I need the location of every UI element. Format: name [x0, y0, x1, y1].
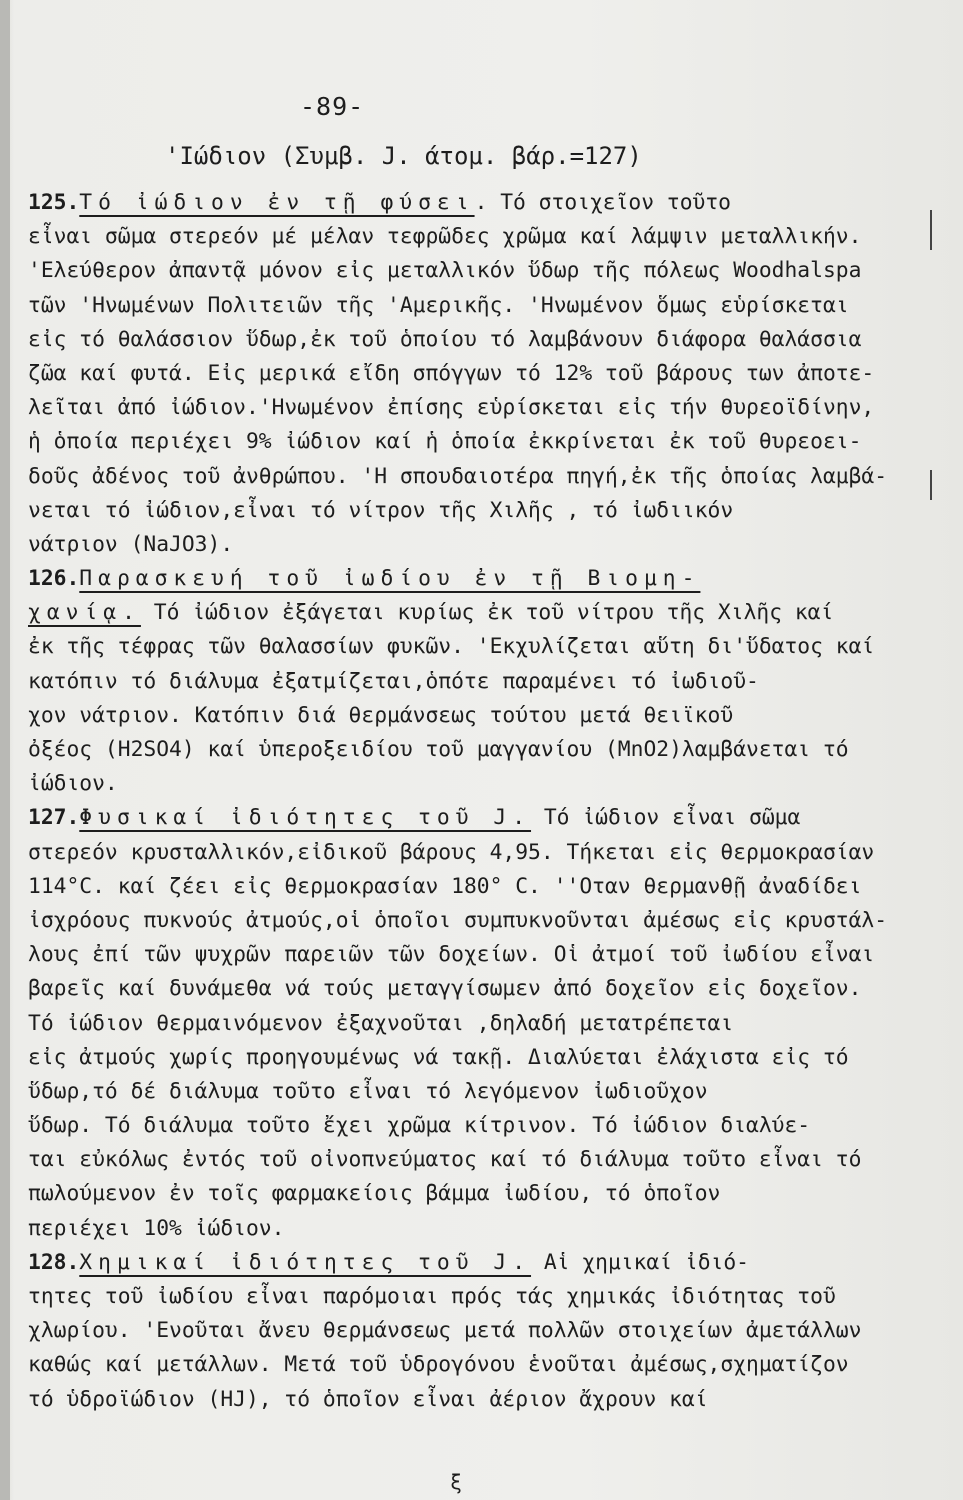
text-line: ὀξέος (H2SO4) καί ὑπεροξειδίου τοῦ μαγγανίου (MnO2)λαμβάνεται τό [28, 737, 849, 762]
text-line: χλωρίου. 'Ενοῦται ἄνευ θερμάνσεως μετά πολλῶν στοιχείων ἀμετάλλων [28, 1318, 862, 1344]
section-header-line [28, 1246, 928, 1280]
margin-mark [930, 210, 932, 250]
footer-mark: ξ [450, 1470, 463, 1494]
section-title-continued: χανίᾳ. [28, 600, 141, 626]
section-title: Παρασκευή τοῦ ἰωδίου ἐν τῇ Βιομη- [79, 566, 701, 592]
text-line: βαρεῖς καί δυνάμεθα νά τούς μεταγγίσωμεν ἀπό δοχεῖον εἰς δοχεῖον. [28, 976, 862, 1002]
text-line: κατόπιν τό διάλυμα ἐξατμίζεται,ὁπότε παραμένει τό ἰωδιοῦ- [28, 668, 759, 694]
body-text [28, 186, 928, 1417]
text-line: δοῦς ἀδένος τοῦ ἀνθρώπου. 'Η σπουδαιοτέρα πηγή,ἐκ τῆς ὁποίας λαμβά- [28, 463, 888, 489]
text-line: πωλούμενον ἐν τοῖς φαρμακείοις βάμμα ἰωδίου, τό ὁποῖον [28, 1181, 721, 1207]
section-title: Φυσικαί ἰδιότητες τοῦ J. [79, 805, 532, 831]
section-number: 125. [28, 190, 80, 215]
text-line: τῶν 'Ηνωμένων Πολιτειῶν τῆς 'Αμερικῆς. 'Ηνωμένον ὅμως εὑρίσκεται [28, 292, 849, 318]
text-line: λεῖται ἀπό ἰώδιον.'Ηνωμένον ἐπίσης εὑρίσκεται εἰς τήν θυρεοϊδίνην, [28, 395, 875, 421]
text-line: τό ὑδροϊώδιον (HJ), τό ὁποῖον εἶναι ἀέριον ἄχρουν καί [28, 1386, 708, 1412]
page-heading: 'Ιώδιον (Συμβ. J. άτομ. βάρ.=127) [165, 142, 642, 170]
text-line: χον νάτριον. Κατόπιν διά θερμάνσεως τούτου μετά θειϊκοῦ [28, 702, 734, 728]
text-line: στερεόν κρυσταλλικόν,εἰδικοῦ βάρους 4,95. Τήκεται εἰς θερμοκρασίαν [28, 839, 875, 865]
text-line: τητες τοῦ ἰωδίου εἶναι παρόμοιαι πρός τάς χημικάς ἰδιότητας τοῦ [28, 1284, 836, 1309]
text-fragment: Αἱ χημικαί ἰδιό- [531, 1249, 750, 1275]
text-line: νάτριον (NaJO3). [28, 531, 234, 557]
section-number: 126. [28, 566, 80, 592]
text-line: νεται τό ἰώδιον,εἶναι τό νίτρον τῆς Χιλῆς , τό ἰωδιικόν [28, 497, 734, 523]
text-line: εἰς ἀτμούς χωρίς προηγουμένως νά τακῇ. Διαλύεται ἐλάχιστα εἰς τό [28, 1044, 849, 1070]
text-line: 'Ελεύθερον ἀπαντᾷ μόνον εἰς μεταλλικόν ὕδωρ τῆς πόλεως Woodhalspa [28, 258, 862, 284]
text-fragment: Τό ἰώδιον ἐξάγεται κυρίως ἐκ τοῦ νίτρου τῆς Χιλῆς καί [140, 600, 834, 626]
text-line: καθώς καί μετάλλων. Μετά τοῦ ὑδρογόνου ἑνοῦται ἀμέσως,σχηματίζον [28, 1352, 849, 1378]
text-line: λους ἐπί τῶν ψυχρῶν παρειῶν τῶν δοχείων. Οἱ ἀτμοί τοῦ ἰωδίου εἶναι [28, 942, 875, 968]
text-line: 114°C. καί ζέει εἰς θερμοκρασίαν 180° C. ''Οταν θερμανθῇ ἀναδίδει [28, 873, 862, 899]
section-header-line [28, 801, 928, 835]
text-fragment: Τό ἰώδιον εἶναι σῶμα [531, 805, 801, 831]
text-line: εἶναι σῶμα στερεόν μέ μέλαν τεφρῶδες χρῶμα καί λάμψιν μεταλλικήν. [28, 224, 862, 250]
section-number: 128. [28, 1249, 80, 1275]
section-header-line [28, 186, 928, 220]
text-line: ὕδωρ. Τό διάλυμα τοῦτο ἔχει χρῶμα κίτρινον. Τό ἰώδιον διαλύε- [28, 1113, 811, 1139]
section-header-line [28, 562, 928, 596]
text-line: ὕδωρ,τό δέ διάλυμα τοῦτο εἶναι τό λεγόμενον ἰωδιοῦχον [28, 1078, 708, 1104]
margin-mark [930, 470, 932, 500]
text-line: Τό ἰώδιον θερμαινόμενον ἐξαχνοῦται ,δηλαδή μετατρέπεται [28, 1010, 734, 1036]
text-line: ζῶα καί φυτά. Εἰς μερικά εἴδη σπόγγων τό 12% τοῦ βάρους των ἀποτε- [28, 360, 875, 386]
text-line: ἰσχρόους πυκνούς ἀτμούς,οἱ ὁποῖοι συμπυκνοῦνται ἀμέσως εἰς κρυστάλ- [28, 907, 888, 933]
text-line: εἰς τό θαλάσσιον ὕδωρ,ἐκ τοῦ ὁποίου τό λαμβάνουν διάφορα θαλάσσια [28, 326, 862, 352]
text-line: περιέχει 10% ἰώδιον. [28, 1215, 285, 1241]
text-line: ἡ ὁποία περιέχει 9% ἰώδιον καί ἡ ὁποία ἐκκρίνεται ἐκ τοῦ θυρεοει- [28, 429, 862, 455]
text-fragment: . Τό στοιχεῖον τοῦτο [474, 190, 731, 215]
binding-edge [0, 0, 10, 1500]
section-title: Χημικαί ἰδιότητες τοῦ J. [79, 1249, 532, 1275]
text-line: ἰώδιον. [28, 771, 118, 797]
section-header-line [28, 596, 928, 630]
text-line: ἐκ τῆς τέφρας τῶν θαλασσίων φυκῶν. 'Εκχυλίζεται αὕτη δι'ὕδατος καί [28, 634, 875, 660]
section-title: Τό ἰώδιον ἐν τῇ φύσει [79, 190, 475, 215]
text-line: ται εὐκόλως ἐντός τοῦ οἰνοπνεύματος καί τό διάλυμα τοῦτο εἶναι τό [28, 1147, 862, 1173]
section-number: 127. [28, 805, 80, 831]
page-number: -89- [300, 92, 365, 121]
